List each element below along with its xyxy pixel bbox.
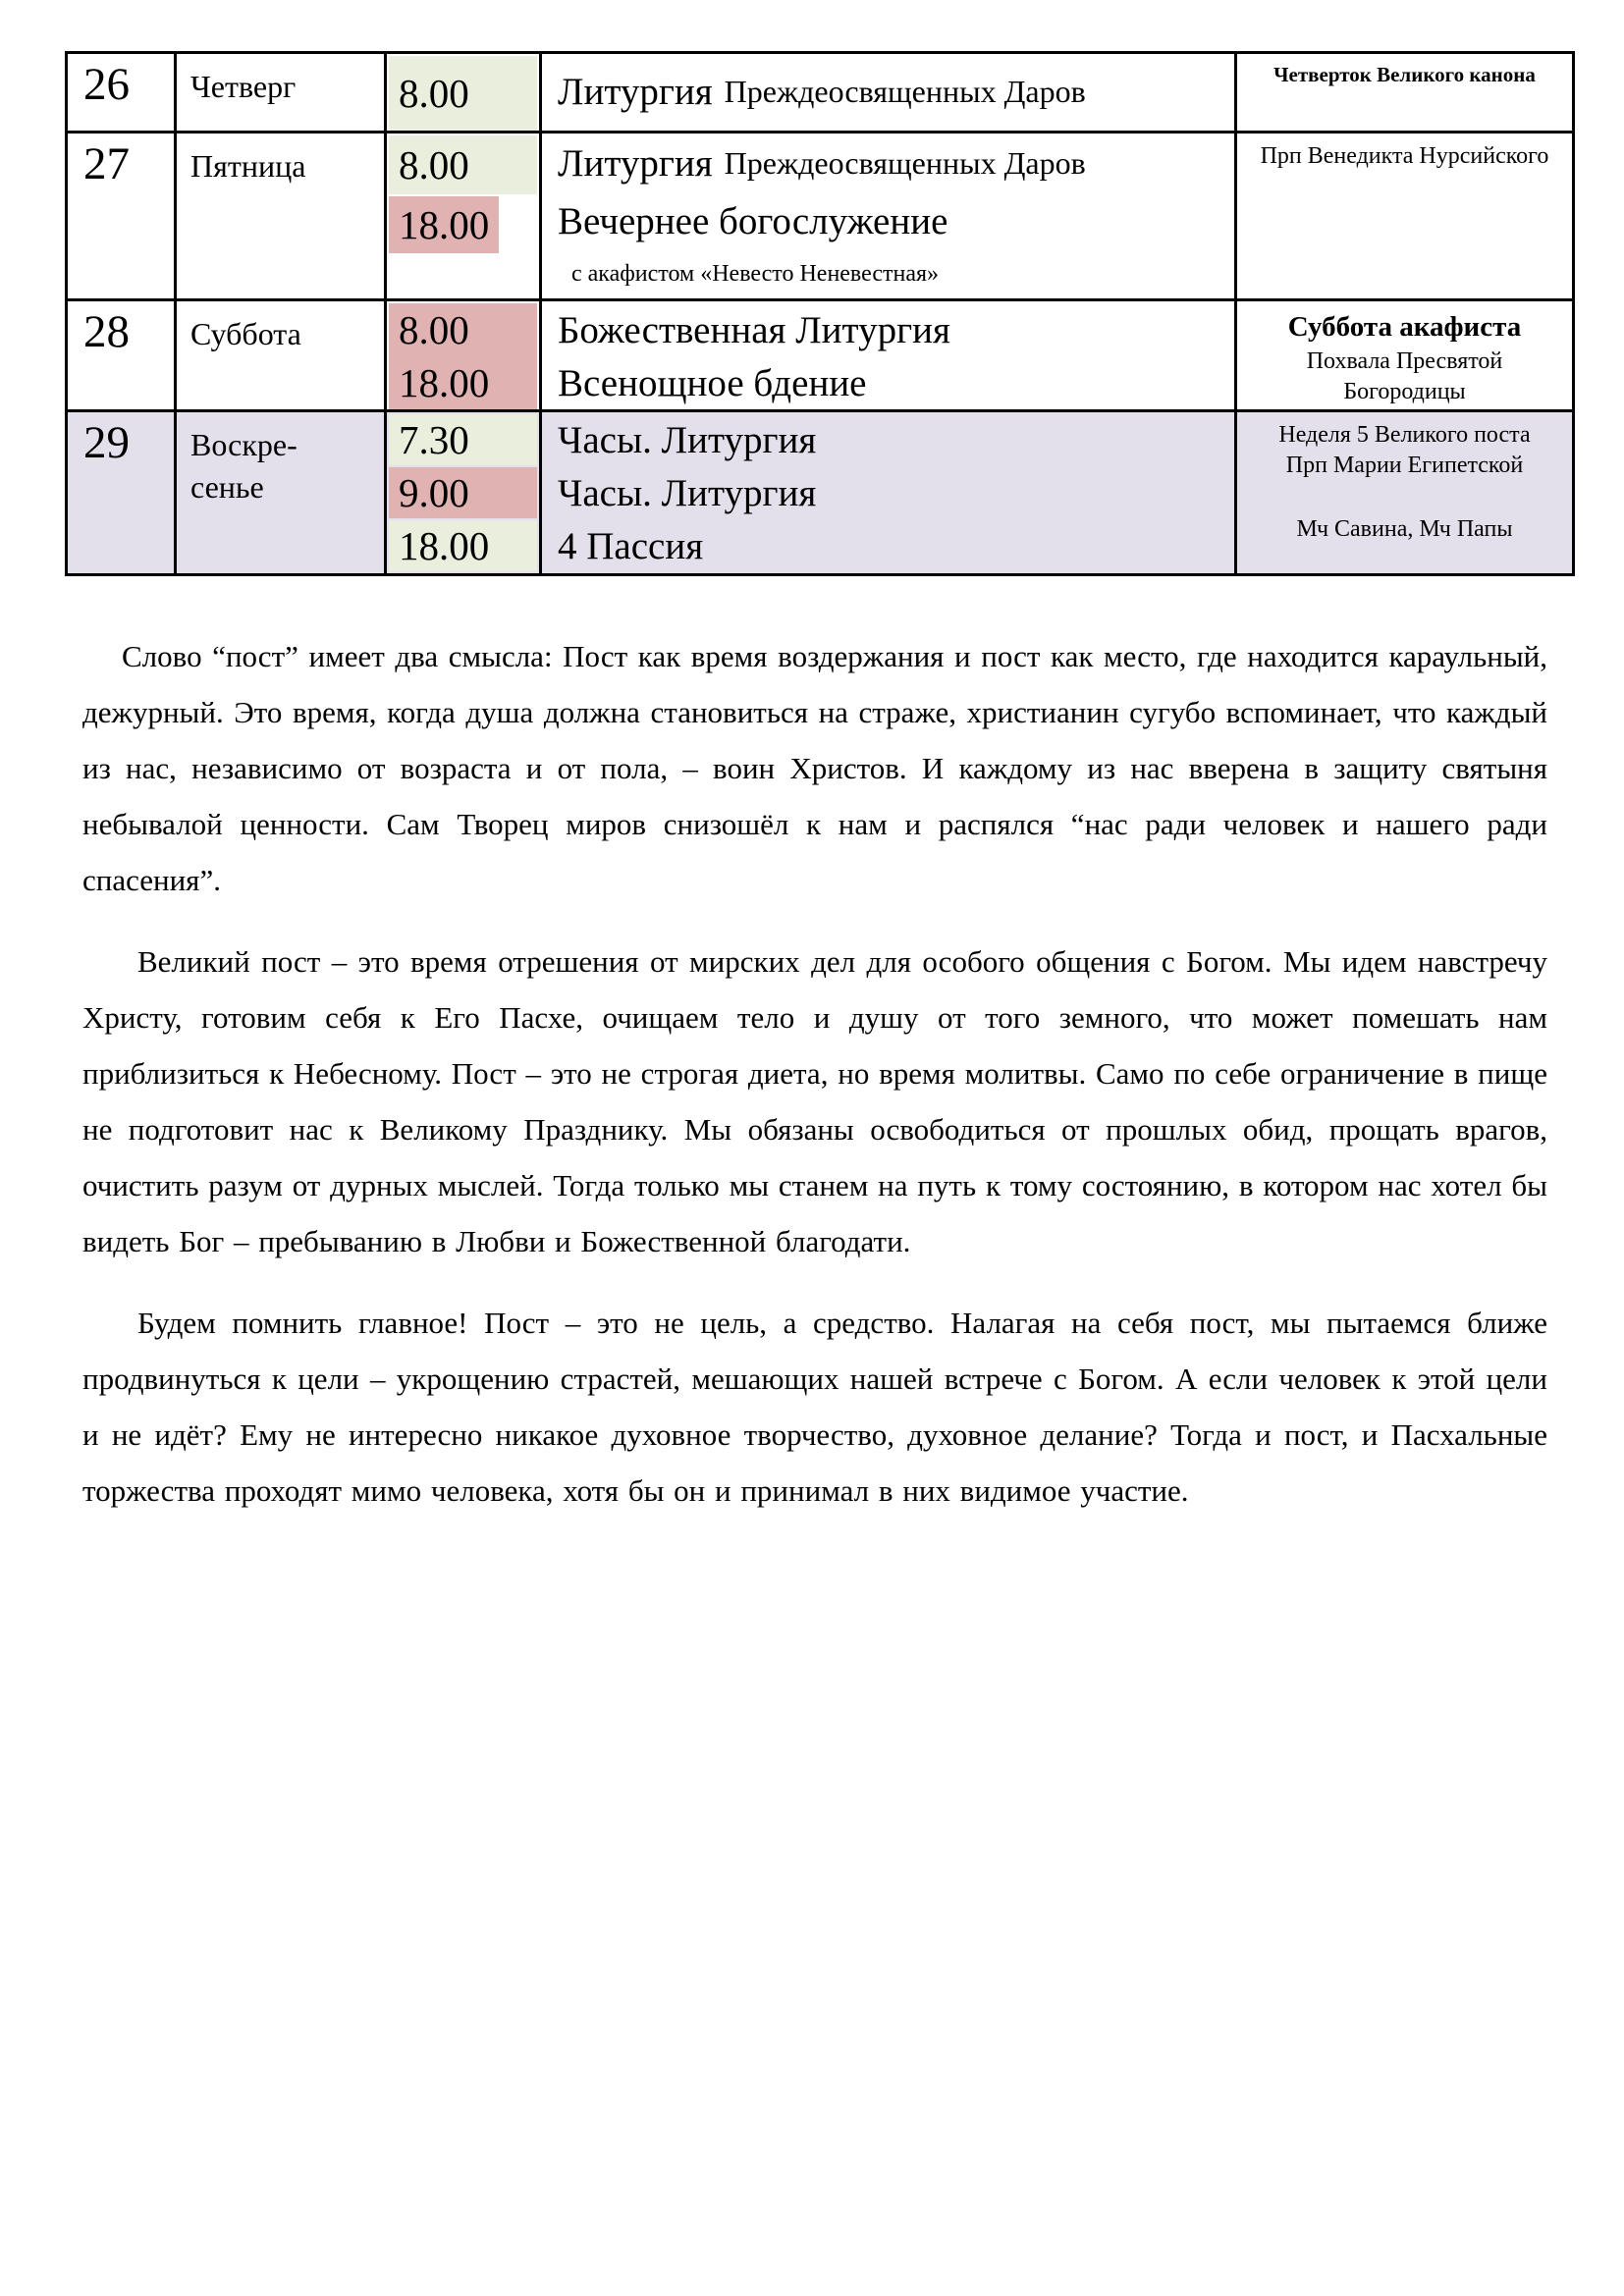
- service-cell: [539, 54, 1234, 131]
- time-cell: [384, 133, 539, 298]
- day-name: Пятница: [190, 148, 306, 184]
- table-row-26: [68, 54, 1572, 131]
- table-row-28: [68, 298, 1572, 409]
- feast-cell: [1234, 54, 1572, 131]
- day-name: Воскре-: [190, 427, 298, 462]
- day-cell: [174, 133, 384, 298]
- time-chip: [389, 467, 537, 518]
- service-cell: [539, 133, 1234, 298]
- service-name: Часы. Литургия: [558, 418, 817, 461]
- day-cell: [174, 301, 384, 409]
- service-line: [558, 192, 1234, 249]
- feast-line: Мч Савина, Мч Папы: [1296, 516, 1513, 543]
- service-name: Вечернее богослужение: [558, 199, 948, 242]
- table-row-27: [68, 131, 1572, 298]
- time-chip: [389, 414, 537, 465]
- feast-title: Суббота акафиста: [1287, 311, 1522, 343]
- time-value: 8.00: [399, 307, 469, 352]
- date-cell: [68, 54, 174, 131]
- service-note: с акафистом «Невесто Неневестная»: [571, 260, 940, 287]
- time-value: 7.30: [399, 417, 469, 462]
- time-value: 18.00: [399, 360, 490, 405]
- date-number: 27: [83, 138, 130, 189]
- feast-line: Похвала Пресвятой: [1306, 347, 1503, 374]
- feast-cell: [1234, 133, 1572, 298]
- feast-line: Прп Марии Египетской: [1285, 453, 1524, 479]
- schedule-table: [65, 51, 1575, 576]
- time-value: 18.00: [399, 523, 490, 568]
- feast-line: Четверток Великого канона: [1273, 63, 1536, 86]
- day-name: Четверг: [190, 69, 297, 104]
- time-cell: [384, 54, 539, 131]
- time-value: 8.00: [399, 142, 469, 187]
- service-name: Божественная Литургия: [558, 308, 950, 351]
- service-name-detail: Преждеосвященных Даров: [724, 144, 1086, 181]
- date-number: 29: [83, 417, 130, 468]
- date-cell: [68, 412, 174, 573]
- service-name: Литургия: [558, 141, 713, 185]
- service-name: Часы. Литургия: [558, 471, 817, 514]
- service-line: [558, 303, 1234, 356]
- service-line: [558, 356, 1234, 409]
- day-cell: [174, 412, 384, 573]
- feast-line: Богородицы: [1343, 378, 1466, 404]
- date-cell: [68, 301, 174, 409]
- service-line: [558, 133, 1234, 192]
- paragraph-3: Будем помнить главное! Пост – это не цель, а средство. Налагая на себя пост, мы пытаемся ближе продвинуться к цели – укрощению страстей, мешающих нашей встрече с Богом. А если человек к этой цели и не идёт? Ему не интересно никакое духовное творчество, духовное делание? Тогда и пост, и Пасхальные торжества проходят мимо человека, хотя бы он и принимал в них видимое участие.: [82, 1306, 1547, 1509]
- service-line: [558, 414, 1234, 465]
- feast-line: Неделя 5 Великого поста: [1278, 422, 1531, 448]
- time-cell: [384, 412, 539, 573]
- service-line: [558, 467, 1234, 518]
- feast-cell: [1234, 412, 1572, 573]
- time-chip: [389, 303, 537, 409]
- paragraph-2: Великий пост – это время отрешения от мирских дел для особого общения с Богом. Мы идем навстречу Христу, готовим себя к Его Пасхе, очищаем тело и душу от того земного, что может помешать нам приблизиться к Небесному. Пост – это не строгая диета, но время молитвы. Само по себе ограничение в пище не подготовит нас к Великому Празднику. Мы обязаны освободиться от прошлых обид, прощать врагов, очистить разум от дурных мыслей. Тогда только мы станем на путь к тому состоянию, в котором нас хотел бы видеть Бог – пребыванию в Любви и Божественной благодати.: [82, 944, 1547, 1259]
- time-value: 9.00: [399, 470, 469, 515]
- service-cell: [539, 301, 1234, 409]
- date-cell: [68, 133, 174, 298]
- date-number: 28: [83, 306, 130, 357]
- table-row-29: [68, 409, 1572, 573]
- time-cell: [384, 301, 539, 409]
- day-name: Суббота: [190, 316, 301, 351]
- time-value: 18.00: [399, 202, 490, 247]
- day-name: сенье: [190, 469, 264, 506]
- paragraph-1: Слово “пост” имеет два смысла: Пост как время воздержания и пост как место, где находится караульный, дежурный. Это время, когда душа должна становиться на страже, христианин сугубо вспоминает, что каждый из нас, независимо от возраста и от пола, – воин Христов. И каждому из нас вверена в защиту святыня небывалой ценности. Сам Творец миров снизошёл к нам и распялся “нас ради человек и нашего ради спасения”.: [82, 639, 1547, 898]
- service-line: [558, 520, 1234, 571]
- time-chip: [389, 56, 537, 131]
- service-name: 4 Пассия: [558, 524, 704, 567]
- time-chip: [389, 196, 499, 253]
- time-chip: [389, 520, 537, 571]
- service-name: Всенощное бдение: [558, 361, 867, 404]
- service-name: Литургия: [558, 70, 713, 113]
- day-cell: [174, 54, 384, 131]
- feast-cell: [1234, 301, 1572, 409]
- service-line: [558, 54, 1234, 129]
- article-text: [82, 628, 1547, 1544]
- feast-line: Прп Венедикта Нурсийского: [1260, 143, 1549, 169]
- time-chip: [389, 135, 537, 194]
- time-value: 8.00: [399, 71, 469, 116]
- service-cell: [539, 412, 1234, 573]
- date-number: 26: [83, 59, 130, 110]
- service-name-detail: Преждеосвященных Даров: [724, 73, 1086, 109]
